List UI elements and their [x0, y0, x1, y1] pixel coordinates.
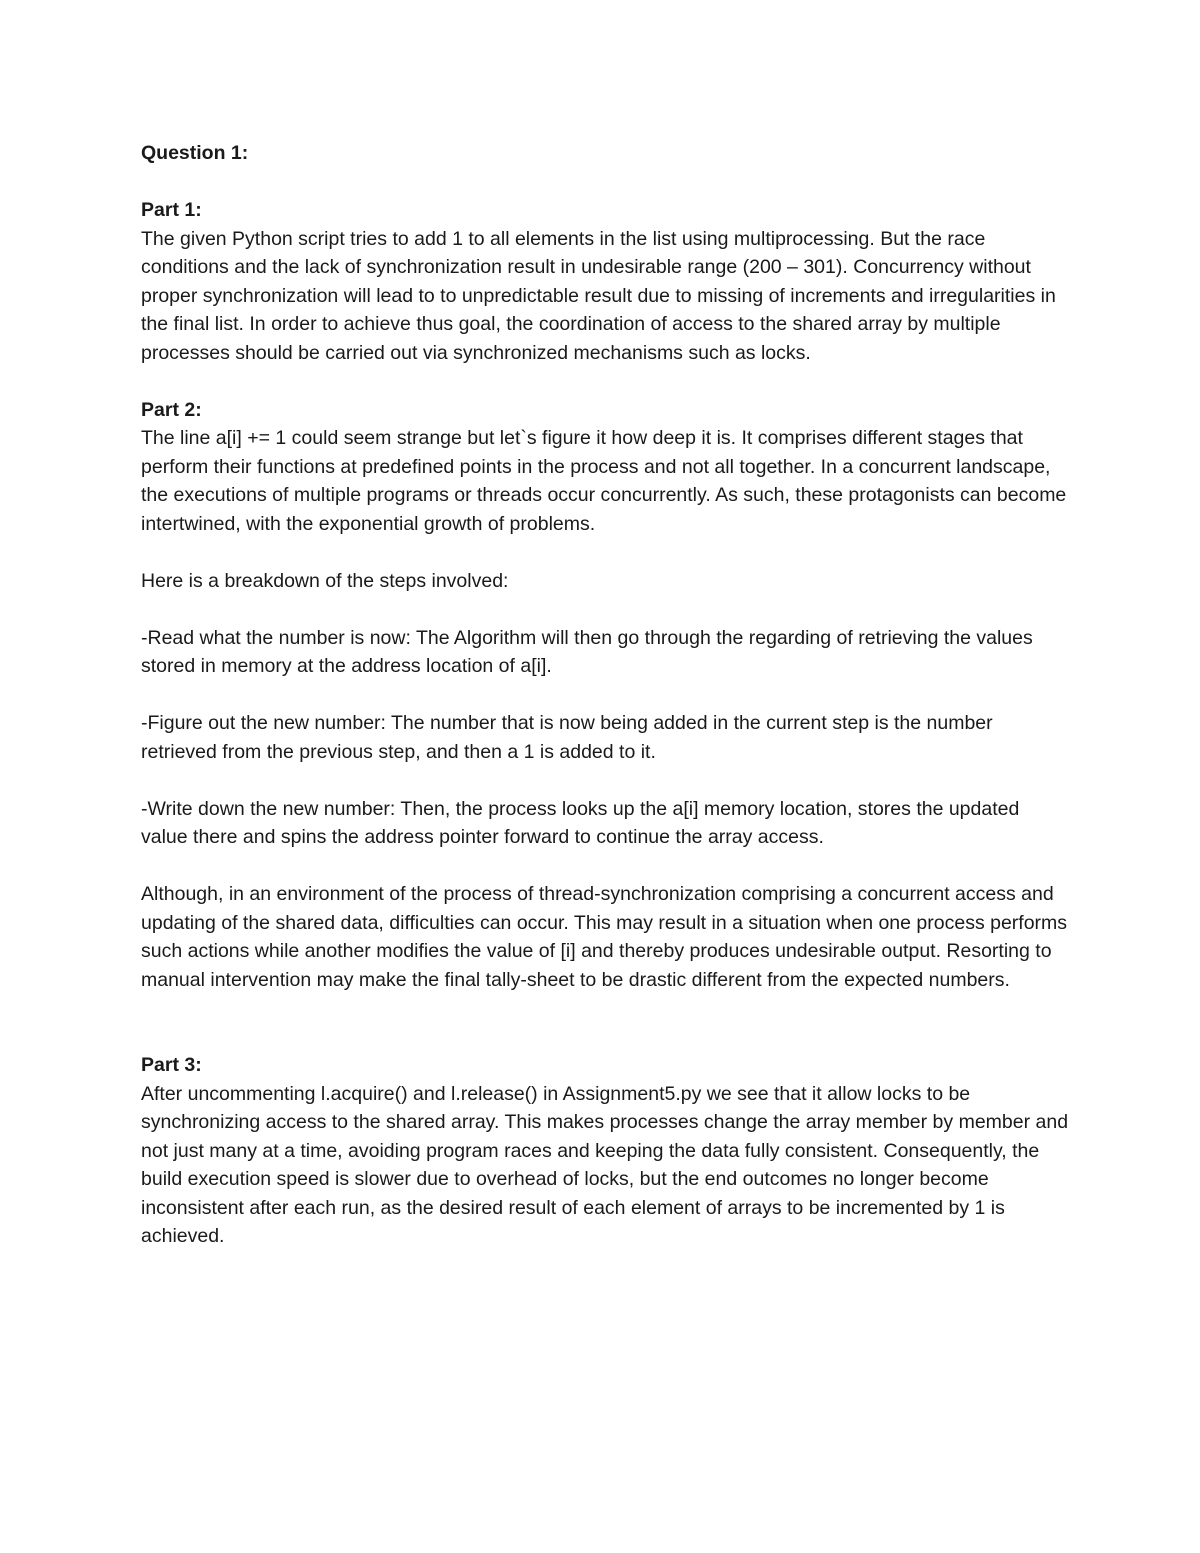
part3-heading: Part 3: [141, 1054, 202, 1076]
part2-intro-paragraph: The line a[i] += 1 could seem strange but let`s figure it how deep it is. It comprises different stages that perform their functions at predefined points in the process and not all together. In a concurrent landscape, the executions of multiple programs or threads occur concurrently. As such, these protagonists can become intertwined, with the exponential growth of problems. [141, 427, 1067, 535]
step-write-paragraph: -Write down the new number: Then, the process looks up the a[i] memory location, stores the updated value there and spins the address pointer forward to continue the array access. [141, 797, 1020, 848]
spacer [141, 766, 1071, 795]
step-read-paragraph: -Read what the number is now: The Algorithm will then go through the regarding of retrieving the values stored in memory at the address location of a[i]. [141, 626, 1033, 677]
document-page [141, 139, 1071, 1251]
question-title: Question 1: [141, 142, 249, 164]
spacer [141, 367, 1071, 396]
part2-conclusion-paragraph: Although, in an environment of the process of thread-synchronization comprising a concurrent access and updating of the shared data, difficulties can occur. This may result in a situation when one process performs such actions while another modifies the value of [i] and thereby produces undesirable output. Resorting to manual intervention may make the final tally-sheet to be drastic different from the expected numbers. [141, 883, 1068, 991]
spacer [141, 538, 1071, 567]
step-figure-paragraph: -Figure out the new number: The number that is now being added in the current step is the number retrieved from the previous step, and then a 1 is added to it. [141, 712, 993, 763]
part3-paragraph: After uncommenting l.acquire() and l.release() in Assignment5.py we see that it allow locks to be synchronizing access to the shared array. This makes processes change the array member by member and not just many at a time, avoiding program races and keeping the data fully consistent. Consequently, the build execution speed is slower due to overhead of locks, but the end outcomes no longer become inconsistent after each run, as the desired result of each element of arrays to be incremented by 1 is achieved. [141, 1082, 1069, 1247]
spacer [141, 852, 1071, 881]
part1-paragraph: The given Python script tries to add 1 to all elements in the list using multiprocessing. But the race conditions and the lack of synchronization result in undesirable range (200 – 301). Concurrency without proper synchronization will lead to to unpredictable result due to missing of increments and irregularities in the final list. In order to achieve thus goal, the coordination of access to the shared array by multiple processes should be carried out via synchronized mechanisms such as locks. [141, 227, 1056, 364]
breakdown-intro: Here is a breakdown of the steps involved: [141, 569, 509, 592]
spacer [141, 595, 1071, 624]
spacer [141, 994, 1071, 1051]
spacer [141, 168, 1071, 197]
spacer [141, 681, 1071, 710]
part2-heading: Part 2: [141, 398, 202, 421]
part1-heading: Part 1: [141, 199, 202, 221]
